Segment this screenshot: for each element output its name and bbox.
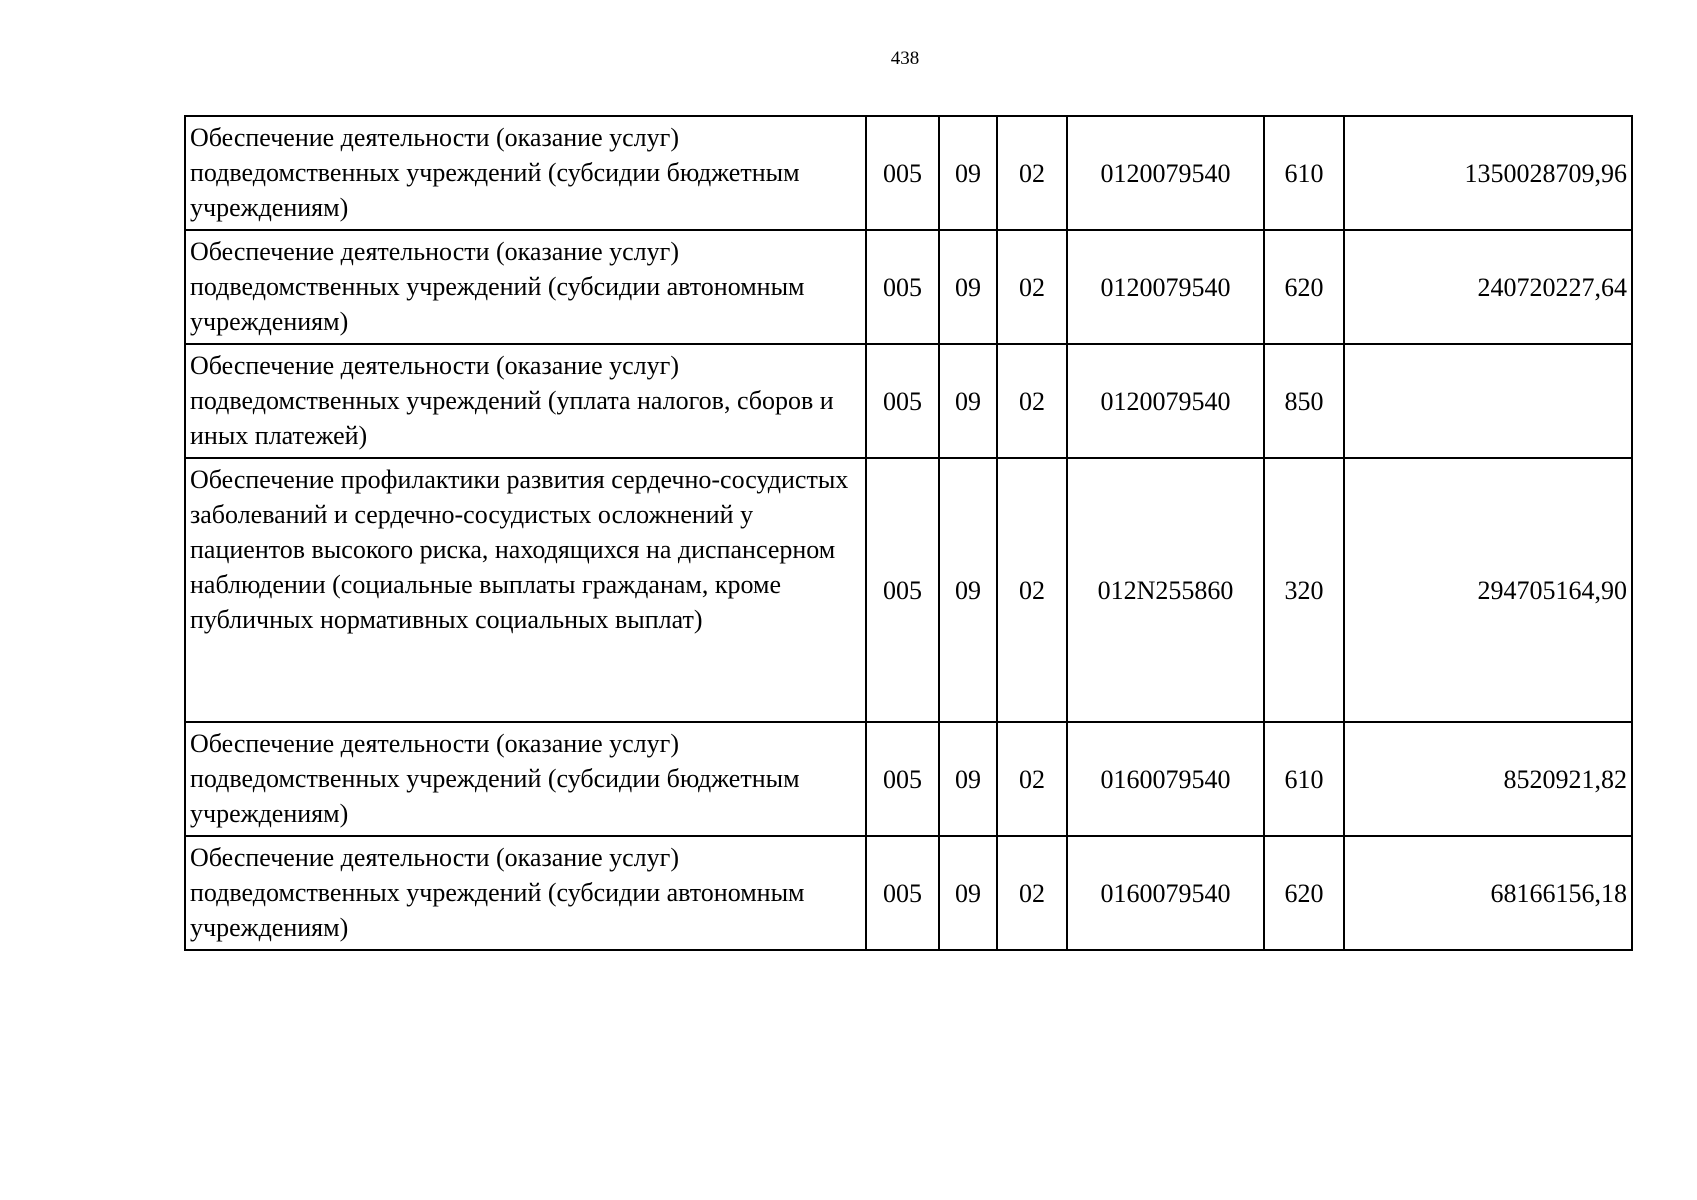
- section-code-cell: 09: [939, 344, 997, 458]
- description-cell: Обеспечение деятельности (оказание услуг) подведомственных учреждений (субсидии автономным учреждениям): [185, 230, 866, 344]
- target-article-cell: 012N255860: [1067, 458, 1264, 722]
- amount-cell: 8520921,82: [1344, 722, 1632, 836]
- ministry-code-cell: 005: [866, 116, 939, 230]
- subsection-code-cell: 02: [997, 722, 1067, 836]
- amount-cell: 294705164,90: [1344, 458, 1632, 722]
- section-code-cell: 09: [939, 722, 997, 836]
- amount-cell: [1344, 344, 1632, 458]
- expense-type-cell: 620: [1264, 230, 1344, 344]
- expense-type-cell: 610: [1264, 722, 1344, 836]
- amount-cell: 1350028709,96: [1344, 116, 1632, 230]
- table-row: [185, 344, 1632, 458]
- ministry-code-cell: 005: [866, 836, 939, 950]
- expense-type-cell: 850: [1264, 344, 1344, 458]
- description-cell: Обеспечение деятельности (оказание услуг) подведомственных учреждений (субсидии автономным учреждениям): [185, 836, 866, 950]
- page-number: 438: [890, 48, 920, 69]
- expense-type-cell: 320: [1264, 458, 1344, 722]
- target-article-cell: 0120079540: [1067, 116, 1264, 230]
- subsection-code-cell: 02: [997, 116, 1067, 230]
- target-article-cell: 0120079540: [1067, 344, 1264, 458]
- section-code-cell: 09: [939, 836, 997, 950]
- subsection-code-cell: 02: [997, 344, 1067, 458]
- table-row: [185, 836, 1632, 950]
- description-cell: Обеспечение профилактики развития сердечно-сосудистых заболеваний и сердечно-сосудистых осложнений у пациентов высокого риска, находящихся на диспансерном наблюдении (социальные выплаты гражданам, кроме публичных нормативных социальных выплат): [185, 458, 866, 722]
- section-code-cell: 09: [939, 116, 997, 230]
- section-code-cell: 09: [939, 230, 997, 344]
- description-cell: Обеспечение деятельности (оказание услуг) подведомственных учреждений (субсидии бюджетным учреждениям): [185, 116, 866, 230]
- table-row: [185, 458, 1632, 722]
- table-row: [185, 230, 1632, 344]
- ministry-code-cell: 005: [866, 344, 939, 458]
- description-cell: Обеспечение деятельности (оказание услуг) подведомственных учреждений (субсидии бюджетным учреждениям): [185, 722, 866, 836]
- ministry-code-cell: 005: [866, 230, 939, 344]
- expense-type-cell: 620: [1264, 836, 1344, 950]
- description-cell: Обеспечение деятельности (оказание услуг) подведомственных учреждений (уплата налогов, сборов и иных платежей): [185, 344, 866, 458]
- target-article-cell: 0120079540: [1067, 230, 1264, 344]
- subsection-code-cell: 02: [997, 458, 1067, 722]
- ministry-code-cell: 005: [866, 722, 939, 836]
- expense-type-cell: 610: [1264, 116, 1344, 230]
- target-article-cell: 0160079540: [1067, 836, 1264, 950]
- amount-cell: 240720227,64: [1344, 230, 1632, 344]
- target-article-cell: 0160079540: [1067, 722, 1264, 836]
- subsection-code-cell: 02: [997, 230, 1067, 344]
- table-row: [185, 116, 1632, 230]
- section-code-cell: 09: [939, 458, 997, 722]
- table-row: [185, 722, 1632, 836]
- budget-table: [184, 115, 1633, 951]
- amount-cell: 68166156,18: [1344, 836, 1632, 950]
- ministry-code-cell: 005: [866, 458, 939, 722]
- subsection-code-cell: 02: [997, 836, 1067, 950]
